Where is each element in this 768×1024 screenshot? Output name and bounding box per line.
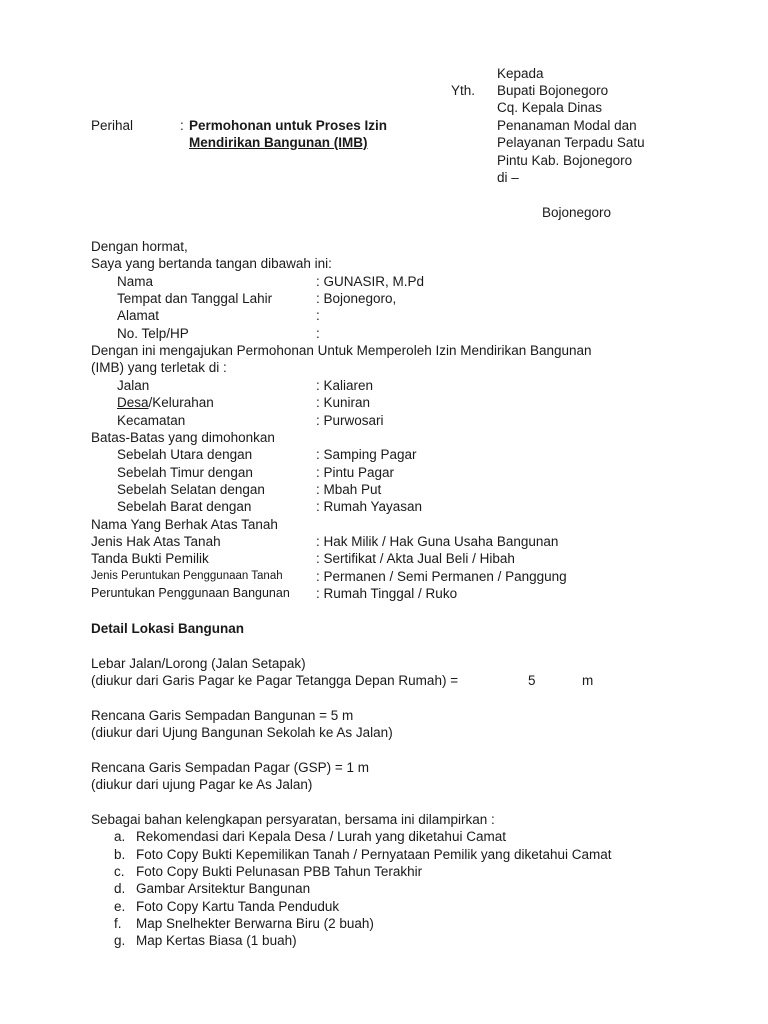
land-owner-label: Nama Yang Berhak Atas Tanah xyxy=(91,517,278,532)
location-label xyxy=(117,394,214,411)
boundary-row xyxy=(0,498,768,515)
detail-heading: Detail Lokasi Bangunan xyxy=(91,621,245,636)
recipient-line: Kepada xyxy=(497,66,544,81)
applicant-label: No. Telp/HP xyxy=(117,326,189,341)
road-width-line-1: Lebar Jalan/Lorong (Jalan Setapak) xyxy=(91,656,306,671)
attachment-marker: b. xyxy=(114,847,126,862)
applicant-row xyxy=(0,290,768,307)
desa-label-underlined: Desa xyxy=(117,395,149,410)
land-label: Peruntukan Penggunaan Bangunan xyxy=(91,586,290,600)
subject-line-1: Permohonan untuk Proses Izin xyxy=(189,118,388,133)
boundary-value: : Samping Pagar xyxy=(316,447,417,462)
boundary-label: Sebelah Barat dengan xyxy=(117,499,252,514)
gsb-line-1: Rencana Garis Sempadan Bangunan = 5 m xyxy=(91,708,354,723)
applicant-row xyxy=(0,307,768,324)
land-row xyxy=(0,568,768,585)
land-row xyxy=(0,550,768,567)
land-label: Tanda Bukti Pemilik xyxy=(91,551,209,566)
attachment-text: Rekomendasi dari Kepala Desa / Lurah yang diketahui Camat xyxy=(136,829,506,844)
boundary-row xyxy=(0,481,768,498)
gsp-line-1: Rencana Garis Sempadan Pagar (GSP) = 1 m xyxy=(91,760,370,775)
boundary-row xyxy=(0,464,768,481)
recipient-line: di – xyxy=(497,170,519,185)
boundary-row xyxy=(0,446,768,463)
attachment-marker: a. xyxy=(114,829,126,844)
land-row xyxy=(0,533,768,550)
request-line-2: (IMB) yang terletak di : xyxy=(91,360,227,375)
attachment-marker: e. xyxy=(114,899,126,914)
land-label: Jenis Peruntukan Penggunaan Tanah xyxy=(91,570,283,582)
recipient-line: Pelayanan Terpadu Satu xyxy=(497,135,645,150)
gsb-line-2: (diukur dari Ujung Bangunan Sekolah ke As Jalan) xyxy=(91,725,393,740)
location-label: Kecamatan xyxy=(117,413,186,428)
kelurahan-label: /Kelurahan xyxy=(148,395,214,410)
attachment-marker: f. xyxy=(114,916,122,931)
location-label: Jalan xyxy=(117,378,150,393)
intro-statement: Saya yang bertanda tangan dibawah ini: xyxy=(91,256,332,271)
applicant-value: : xyxy=(316,326,320,341)
boundary-label: Sebelah Utara dengan xyxy=(117,447,253,462)
location-value: : Kaliaren xyxy=(316,378,374,393)
recipient-line: Pintu Kab. Bojonegoro xyxy=(497,153,633,168)
attachment-text: Map Kertas Biasa (1 buah) xyxy=(136,933,297,948)
boundaries-heading: Batas-Batas yang dimohonkan xyxy=(91,430,275,445)
land-row xyxy=(0,585,768,602)
boundary-value: : Rumah Yayasan xyxy=(316,499,423,514)
road-width-unit: m xyxy=(582,673,594,688)
road-width-value: 5 xyxy=(528,673,536,688)
attachment-item xyxy=(0,828,768,845)
recipient-line: Bupati Bojonegoro xyxy=(497,83,609,98)
recipient-line: Cq. Kepala Dinas xyxy=(497,100,603,115)
applicant-row xyxy=(0,325,768,342)
land-value: : Rumah Tinggal / Ruko xyxy=(316,586,458,601)
location-row-kecamatan xyxy=(0,412,768,429)
applicant-row xyxy=(0,273,768,290)
attachment-item xyxy=(0,846,768,863)
location-value: : Purwosari xyxy=(316,413,384,428)
attachment-text: Foto Copy Kartu Tanda Penduduk xyxy=(136,899,340,914)
greeting: Dengan hormat, xyxy=(91,239,188,254)
recipient-line: Penanaman Modal dan xyxy=(497,118,637,133)
attachment-item xyxy=(0,880,768,897)
applicant-label: Tempat dan Tanggal Lahir xyxy=(117,291,273,306)
subject-label: Perihal xyxy=(91,118,134,133)
land-value: : Hak Milik / Hak Guna Usaha Bangunan xyxy=(316,534,559,549)
attachment-marker: c. xyxy=(114,864,125,879)
applicant-label: Nama xyxy=(117,274,154,289)
recipient-city: Bojonegoro xyxy=(542,205,612,220)
attachment-text: Foto Copy Bukti Kepemilikan Tanah / Pernyataan Pemilik yang diketahui Camat xyxy=(136,847,612,862)
recipient-yth: Yth. xyxy=(451,83,476,98)
location-value: : Kuniran xyxy=(316,395,371,410)
attachment-marker: d. xyxy=(114,881,126,896)
attachment-text: Gambar Arsitektur Bangunan xyxy=(136,881,311,896)
attachment-item xyxy=(0,932,768,949)
attachments-intro: Sebagai bahan kelengkapan persyaratan, bersama ini dilampirkan : xyxy=(91,812,495,827)
attachment-item xyxy=(0,915,768,932)
attachment-item xyxy=(0,863,768,880)
attachment-item xyxy=(0,898,768,915)
land-value: : Permanen / Semi Permanen / Panggung xyxy=(316,569,567,584)
land-value: : Sertifikat / Akta Jual Beli / Hibah xyxy=(316,551,515,566)
applicant-value: : xyxy=(316,308,320,323)
land-label: Jenis Hak Atas Tanah xyxy=(91,534,221,549)
boundary-label: Sebelah Selatan dengan xyxy=(117,482,265,497)
road-width-line-2: (diukur dari Garis Pagar ke Pagar Tetangga Depan Rumah) = xyxy=(91,673,459,688)
boundary-value: : Pintu Pagar xyxy=(316,465,395,480)
attachment-text: Foto Copy Bukti Pelunasan PBB Tahun Terakhir xyxy=(136,864,423,879)
applicant-value: : Bojonegoro, xyxy=(316,291,397,306)
boundary-value: : Mbah Put xyxy=(316,482,382,497)
subject-line-2: Mendirikan Bangunan (IMB) xyxy=(189,135,368,150)
location-row-jalan xyxy=(0,377,768,394)
gsp-line-2: (diukur dari ujung Pagar ke As Jalan) xyxy=(91,777,313,792)
attachment-marker: g. xyxy=(114,933,126,948)
applicant-value: : GUNASIR, M.Pd xyxy=(316,274,425,289)
attachment-text: Map Snelhekter Berwarna Biru (2 buah) xyxy=(136,916,374,931)
applicant-label: Alamat xyxy=(117,308,160,323)
request-line-1: Dengan ini mengajukan Permohonan Untuk Memperoleh Izin Mendirikan Bangunan xyxy=(91,343,592,358)
location-row-desa xyxy=(0,394,768,411)
boundary-label: Sebelah Timur dengan xyxy=(117,465,253,480)
subject-colon: : xyxy=(180,118,184,133)
